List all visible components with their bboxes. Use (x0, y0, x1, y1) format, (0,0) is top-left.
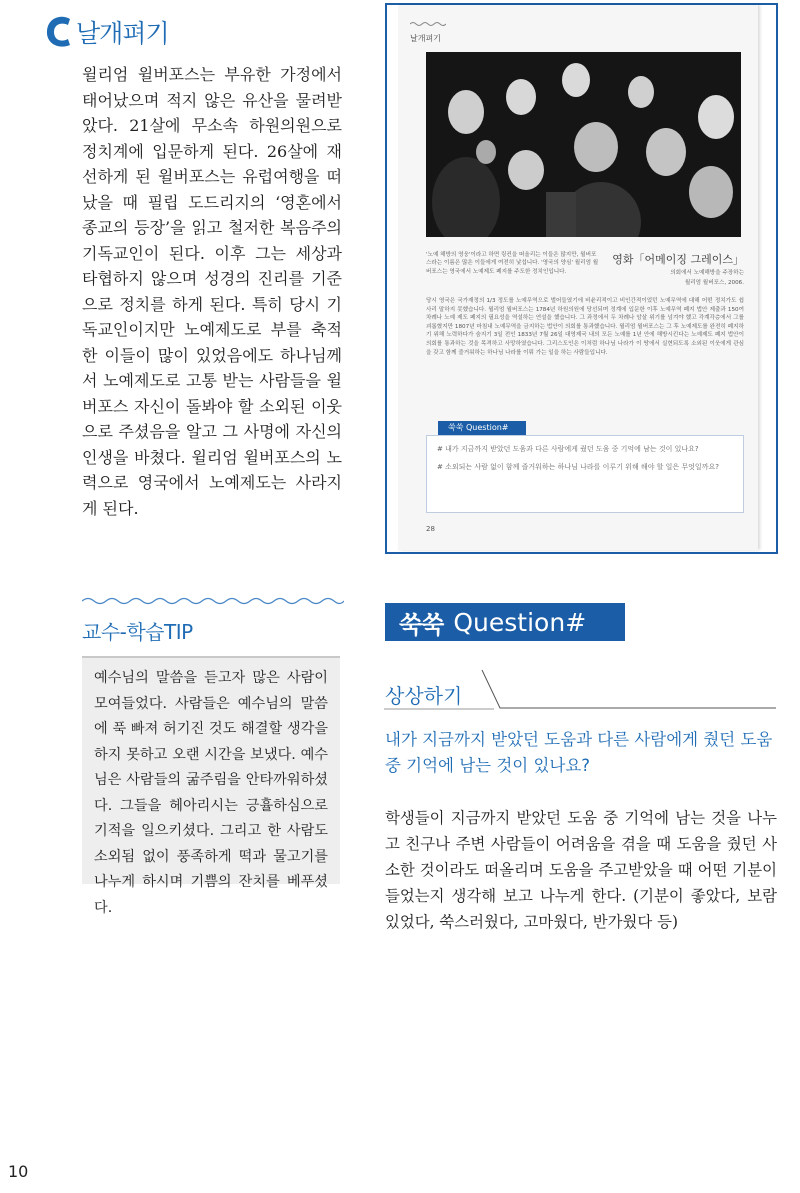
imagine-answer: 학생들이 지금까지 받았던 도움 중 기억에 남는 것을 나누고 친구나 주변 사람들이 어려움을 겪을 때 도움을 줬던 사소한 것이라도 떠올리며 도움을 주고받았을 때 어떤 기분이 들었는지 생각해 보고 나누게 한다. (기분이 좋았다, 보람 있었다, 쑥스러웠다, 고마웠다, 반가웠다 등) (385, 809, 777, 931)
photo-caption-left: '노예 해방의 영웅'이라고 하면 링컨을 떠올리는 이들은 많지만, 윌버포스라는 이름은 많은 이들에게 여전히 낯섭니다. '영국의 양심' 윌리엄 윌버포스는 영국에서 노예제도 폐지를 주도한 정치인입니다. (426, 252, 599, 275)
inset-question-label: 쑥쑥 Question# (438, 421, 526, 435)
wings-title: 날개펴기 (76, 19, 169, 48)
imagine-question: 내가 지금까지 받았던 도움과 다른 사람에게 줬던 도움 중 기억에 남는 것이 있나요? (385, 730, 773, 775)
tip-text: 예수님의 말씀을 듣고자 많은 사람이 모여들었다. 사람들은 예수님의 말씀에 푹 빠져 허기진 것도 해결할 생각을 하지 못하고 오랜 시간을 보냈다. 예수님은 사람들의 굶주림을 안타까워하셨다. 그들을 헤아리시는 긍휼하심으로 기적을 일으키셨다. 그리고 한 사람도 소외됨 없이 풍족하게 떡과 물고기를 나누게 하시며 기쁨의 잔치를 베푸셨다. (94, 670, 328, 916)
tip-box (82, 656, 340, 916)
inset-tag: 날개펴기 (410, 34, 441, 43)
wings-header (44, 10, 169, 54)
inset-page-sheet (398, 5, 758, 550)
inset-book-page (385, 3, 778, 554)
page-number: 10 (8, 1162, 29, 1181)
inset-page-number: 28 (426, 525, 435, 533)
movie-still-photo (426, 52, 741, 237)
imagine-title: 상상하기 (385, 684, 463, 708)
wings-body-text: 윌리엄 윌버포스는 부유한 가정에서 태어났으며 적지 않은 유산을 물려받았다. 21살에 무소속 하원의원으로 정치계에 입문하게 된다. 26살에 재선하게 된 윌버포스는 유럽여행을 떠났을 때 필립 도드리지의 ‘영혼에서 종교의 등장’을 읽고 철저한 복음주의 기독교인이 된다. 이후 그는 세상과 타협하지 않으며 성경의 진리를 기준으로 정치를 하게 된다. 특히 당시 기독교인이지만 노예제도로 부를 축적한 이들이 많이 있었음에도 하나님께서 노예제도로 고통 받는 사람들을 윌버포스 자신이 돌봐야 할 소외된 이웃으로 주셨음을 알고 그 사명에 자신의 인생을 바쳤다. 윌리엄 윌버포스의 노력으로 영국에서 노예제도는 사라지게 된다. (82, 65, 342, 518)
inset-question-box (426, 435, 744, 513)
wave-divider-icon (410, 21, 446, 27)
tip-title: 교수-학습TIP (82, 620, 193, 644)
movie-sub-1: 의회에서 노예해방을 주장하는 (670, 270, 744, 276)
movie-title: 영화「어메이징 그레이스」 (612, 253, 744, 266)
inset-question-2: # 소외되는 사람 없이 함께 즐거워하는 하나님 나라를 이루기 위해 해야 할 일은 무엇일까요? (437, 463, 719, 471)
movie-sub-2: 윌리엄 윌버포스, 2006. (684, 280, 744, 286)
inset-question-1: # 내가 지금까지 받았던 도움과 다른 사람에게 줬던 도움 중 기억에 남는 것이 있나요? (437, 445, 699, 453)
wings-c-icon (44, 15, 74, 49)
question-banner-kr: 쑥쑥 (399, 610, 444, 639)
inset-body-text: 당시 영국은 국가재정의 1/3 정도를 노예무역으로 벌어들였기에 비윤리적이고 비인간적이었던 노예무역에 대해 어떤 정치가도 쉽사리 말하지 못했습니다. 윌리엄 윌버포스는 1784년 하원의원에 당선되며 정계에 입문한 이후 노예무역 폐지 법안 제출과 150여 차례나 노예 제도 폐지의 필요성을 역설하는 연설을 했습니다. 그 과정에서 두 차례나 암살 위기를 넘겨야 했고 각계각층에서 그를 괴롭혔지만 1807년 마침내 노예무역을 금지하는 법안이 의회를 통과했습니다. 윌리엄 윌버포스는 그 후 노예제도를 완전히 폐지하기 위해 노력하다가 숨지기 3일 전인 1833년 7월 26일 대영제국 내의 모든 노예를 1년 안에 해방시킨다는 노예제도 폐지 법안이 의회를 통과하는 것을 목격하고 사망하였습니다. 그리스도인은 이처럼 하나님 나라가 이 땅에서 실현되도록 소외된 이웃에게 관심을 갖고 함께 즐거워하는 하나님 나라를 이뤄 가는 일을 하는 사람들입니다. (426, 298, 745, 356)
question-banner-en: Question# (453, 607, 587, 637)
question-banner (385, 603, 625, 641)
wave-divider-icon (82, 596, 344, 606)
photo-caption-right (604, 251, 744, 287)
